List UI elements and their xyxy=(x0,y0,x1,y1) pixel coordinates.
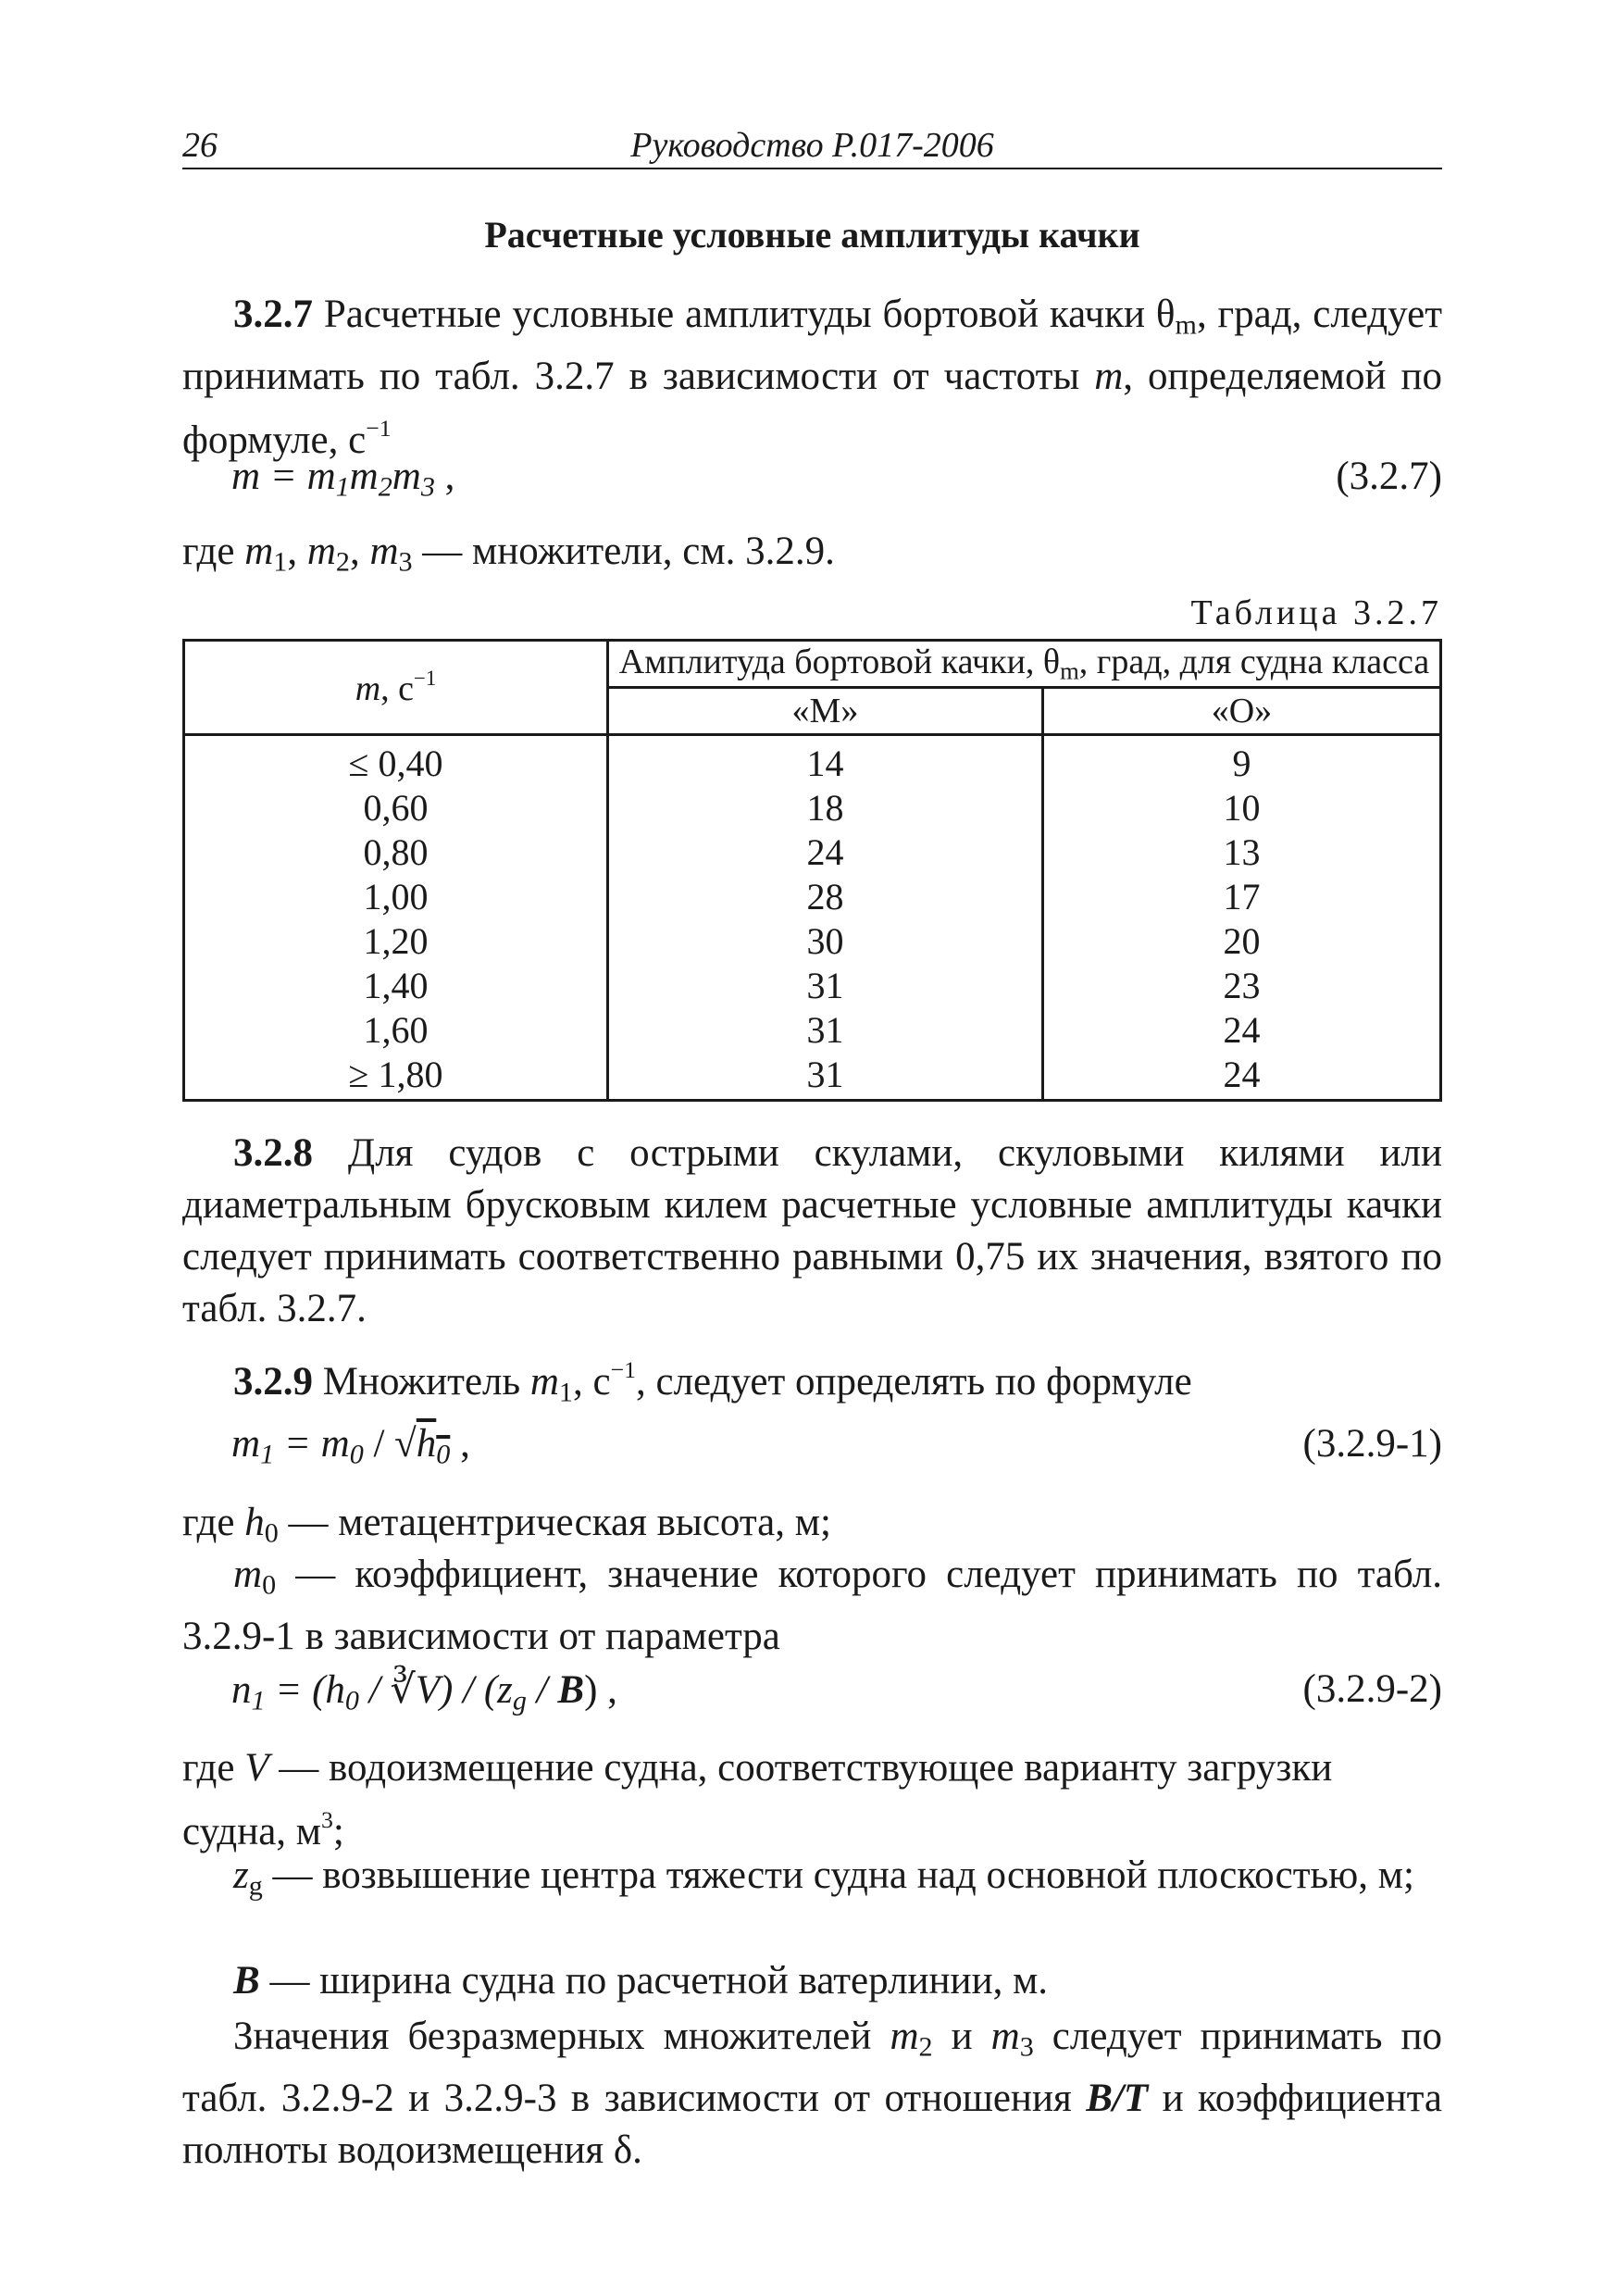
formula-part: m xyxy=(392,455,421,498)
variable: h xyxy=(244,1501,265,1544)
table-cell: ≥ 1,80 xyxy=(348,1054,443,1095)
subscript: 2 xyxy=(378,470,392,503)
formula-part: m xyxy=(349,455,379,498)
subscript: 1 xyxy=(558,1376,573,1408)
subscript: 1 xyxy=(251,1684,266,1716)
table-cell: 30 xyxy=(806,920,844,962)
table-cell: 28 xyxy=(806,876,844,917)
variable: m xyxy=(1094,354,1124,398)
paragraph-3-2-8 xyxy=(182,1128,1442,1335)
column-header-class-o: «О» xyxy=(1042,688,1440,735)
table-cell: 24 xyxy=(1223,1054,1261,1095)
paragraph-text: Расчетные условные амплитуды бортовой качки θ xyxy=(313,293,1176,336)
formula-part: = m xyxy=(274,1422,350,1466)
table-cell: ≤ 0,40 xyxy=(348,742,443,784)
subscript: 0 xyxy=(264,1516,279,1549)
paragraph-text: и коэффициента полноты водоизмещения δ. xyxy=(182,2076,1442,2172)
amplitude-table xyxy=(182,639,1442,1102)
clause-number: 3.2.9 xyxy=(233,1360,313,1404)
paragraph-text: и xyxy=(932,2015,991,2058)
where-line-zg xyxy=(182,1850,1442,1912)
formula-part: / √ xyxy=(363,1422,417,1466)
page-number: 26 xyxy=(182,126,218,165)
formula-part: B xyxy=(557,1668,585,1712)
text: — метацентрическая высота, м; xyxy=(278,1501,831,1544)
paragraph-text: следует принимать по табл. 3.2.9-2 и 3.2.9-3 в зависимости от отношения xyxy=(182,2015,1442,2120)
running-header xyxy=(182,125,1442,169)
text: , xyxy=(287,530,307,573)
text: — коэффициент, значение которого следует принимать по табл. 3.2.9-1 в зависимости от параметра xyxy=(182,1553,1442,1658)
formula-part: / xyxy=(526,1668,558,1712)
variable: m xyxy=(890,2015,919,2058)
paragraph-text: Значения безразмерных множителей xyxy=(233,2015,890,2058)
subscript: 3 xyxy=(1019,2030,1034,2063)
paragraph-text: Для судов с острыми скулами, скуловыми килями или диаметральным брусковым килем расчетные условные амплитуды качки следует принимать соответственно равными 0,75 их значения, взятого по табл. 3.2.7. xyxy=(182,1131,1442,1330)
text: Амплитуда бортовой качки, θ xyxy=(618,643,1061,682)
subscript: 0 xyxy=(262,1568,277,1601)
column-header-class-m: «М» xyxy=(608,688,1043,735)
variable: z xyxy=(233,1853,249,1897)
text: где xyxy=(182,530,245,573)
paragraph-text: , град, следует принимать по табл. 3.2.7 в зависимости от частоты xyxy=(182,293,1442,398)
table-cell: 18 xyxy=(806,787,844,829)
where-line-B xyxy=(182,1955,1442,2007)
table-caption: Таблица 3.2.7 xyxy=(1190,593,1442,632)
formula-part: h xyxy=(416,1422,437,1466)
table-cell: 31 xyxy=(806,1009,844,1051)
formula-part: ) , xyxy=(584,1668,617,1712)
text: ; xyxy=(332,1810,344,1854)
formula-part: , xyxy=(450,1422,470,1466)
running-title: Руководство Р.017-2006 xyxy=(630,126,994,165)
table-cell: 1,20 xyxy=(363,920,429,962)
variable: m xyxy=(990,2015,1020,2058)
superscript: −1 xyxy=(610,1356,636,1383)
equation-number: (3.2.9-2) xyxy=(1302,1667,1442,1711)
paragraph-3-2-7 xyxy=(182,289,1442,467)
table-cell: 31 xyxy=(806,965,844,1006)
formula-part: m = m xyxy=(231,455,336,498)
subscript: 0 xyxy=(436,1438,451,1470)
paragraph-text: Множитель xyxy=(313,1360,530,1404)
subscript: m xyxy=(1060,656,1079,685)
variable: m xyxy=(369,530,399,573)
subscript: g xyxy=(512,1684,527,1716)
column-m-values xyxy=(184,735,608,1101)
formula-part: , xyxy=(434,455,455,498)
variable: B/T xyxy=(1086,2076,1149,2120)
subscript: 0 xyxy=(344,1684,359,1716)
table-cell: 13 xyxy=(1223,831,1261,873)
formula-part: m xyxy=(231,1422,261,1466)
paragraph-text: , определяемой по формуле, с xyxy=(182,354,1442,462)
equation-number: (3.2.7) xyxy=(1336,455,1442,498)
variable: m xyxy=(306,530,336,573)
text: где xyxy=(182,1746,245,1790)
subscript: 1 xyxy=(260,1438,275,1470)
text: — возвышение центра тяжести судна над основной плоскостью, м; xyxy=(262,1853,1414,1897)
subscript: 1 xyxy=(335,470,350,503)
subscript: m xyxy=(1175,308,1197,341)
subscript: 3 xyxy=(420,470,435,503)
paragraph-3-2-9 xyxy=(182,1344,1442,1418)
variable: m xyxy=(244,530,274,573)
clause-number: 3.2.7 xyxy=(233,293,313,336)
paragraph-text: , с xyxy=(572,1360,611,1404)
subscript: 3 xyxy=(398,545,413,578)
text: — водоизмещение судна, соответствующее варианту загрузки судна, м xyxy=(182,1746,1333,1854)
table-cell: 1,40 xyxy=(363,965,429,1006)
table-cell: 1,60 xyxy=(363,1009,429,1051)
variable: m xyxy=(233,1553,263,1596)
where-line-m0 xyxy=(182,1549,1442,1663)
superscript: 3 xyxy=(321,1806,333,1833)
where-line-V xyxy=(182,1742,1442,1858)
table-cell: 14 xyxy=(806,742,844,784)
table-cell: 23 xyxy=(1223,965,1261,1006)
paragraph-text: , следует определять по формуле xyxy=(636,1360,1192,1404)
column-group-header xyxy=(608,641,1441,688)
subscript: 2 xyxy=(918,2030,933,2063)
table-cell: 31 xyxy=(806,1054,844,1095)
text: где xyxy=(182,1501,245,1544)
table-cell: 10 xyxy=(1223,787,1261,829)
clause-number: 3.2.8 xyxy=(233,1131,313,1175)
superscript: −1 xyxy=(414,666,437,690)
formula-3-2-9-1 xyxy=(231,1421,470,1471)
radicand xyxy=(416,1422,451,1470)
formula-3-2-9-2 xyxy=(231,1666,617,1717)
table-cell: 1,00 xyxy=(363,876,429,917)
formula-part: / ∛V) / (z xyxy=(358,1668,513,1712)
subscript: g xyxy=(248,1869,263,1902)
formula-part: = (h xyxy=(265,1668,345,1712)
subscript: 1 xyxy=(273,545,288,578)
variable: V xyxy=(244,1746,269,1790)
table-cell: 20 xyxy=(1223,920,1261,962)
table-cell: 24 xyxy=(806,831,844,873)
text: , град, для судна класса xyxy=(1078,643,1430,682)
formula-3-2-7 xyxy=(231,454,454,504)
column-class-o-values xyxy=(1042,735,1440,1101)
table-cell: 0,60 xyxy=(363,787,429,829)
where-line-3-2-7 xyxy=(182,526,1442,588)
text: — ширина судна по расчетной ватерлинии, м. xyxy=(259,1959,1049,2003)
equation-number: (3.2.9-1) xyxy=(1302,1422,1442,1466)
column-header-m xyxy=(184,641,608,735)
table-cell: 0,80 xyxy=(363,831,429,873)
variable: m xyxy=(529,1360,559,1404)
table-cell: 24 xyxy=(1223,1009,1261,1051)
text: , xyxy=(349,530,370,573)
column-class-m-values xyxy=(608,735,1043,1101)
formula-part: n xyxy=(231,1668,252,1712)
text: — множители, см. 3.2.9. xyxy=(412,530,835,573)
variable: m xyxy=(355,668,381,708)
superscript: −1 xyxy=(366,414,392,442)
subscript: 0 xyxy=(349,1438,364,1470)
subscript: 2 xyxy=(335,545,350,578)
section-heading: Расчетные условные амплитуды качки xyxy=(484,214,1140,256)
table-cell: 17 xyxy=(1223,876,1261,917)
variable: B xyxy=(233,1959,260,2003)
table-cell: 9 xyxy=(1232,742,1251,784)
text: , с xyxy=(380,668,415,708)
paragraph-final xyxy=(182,2011,1442,2177)
